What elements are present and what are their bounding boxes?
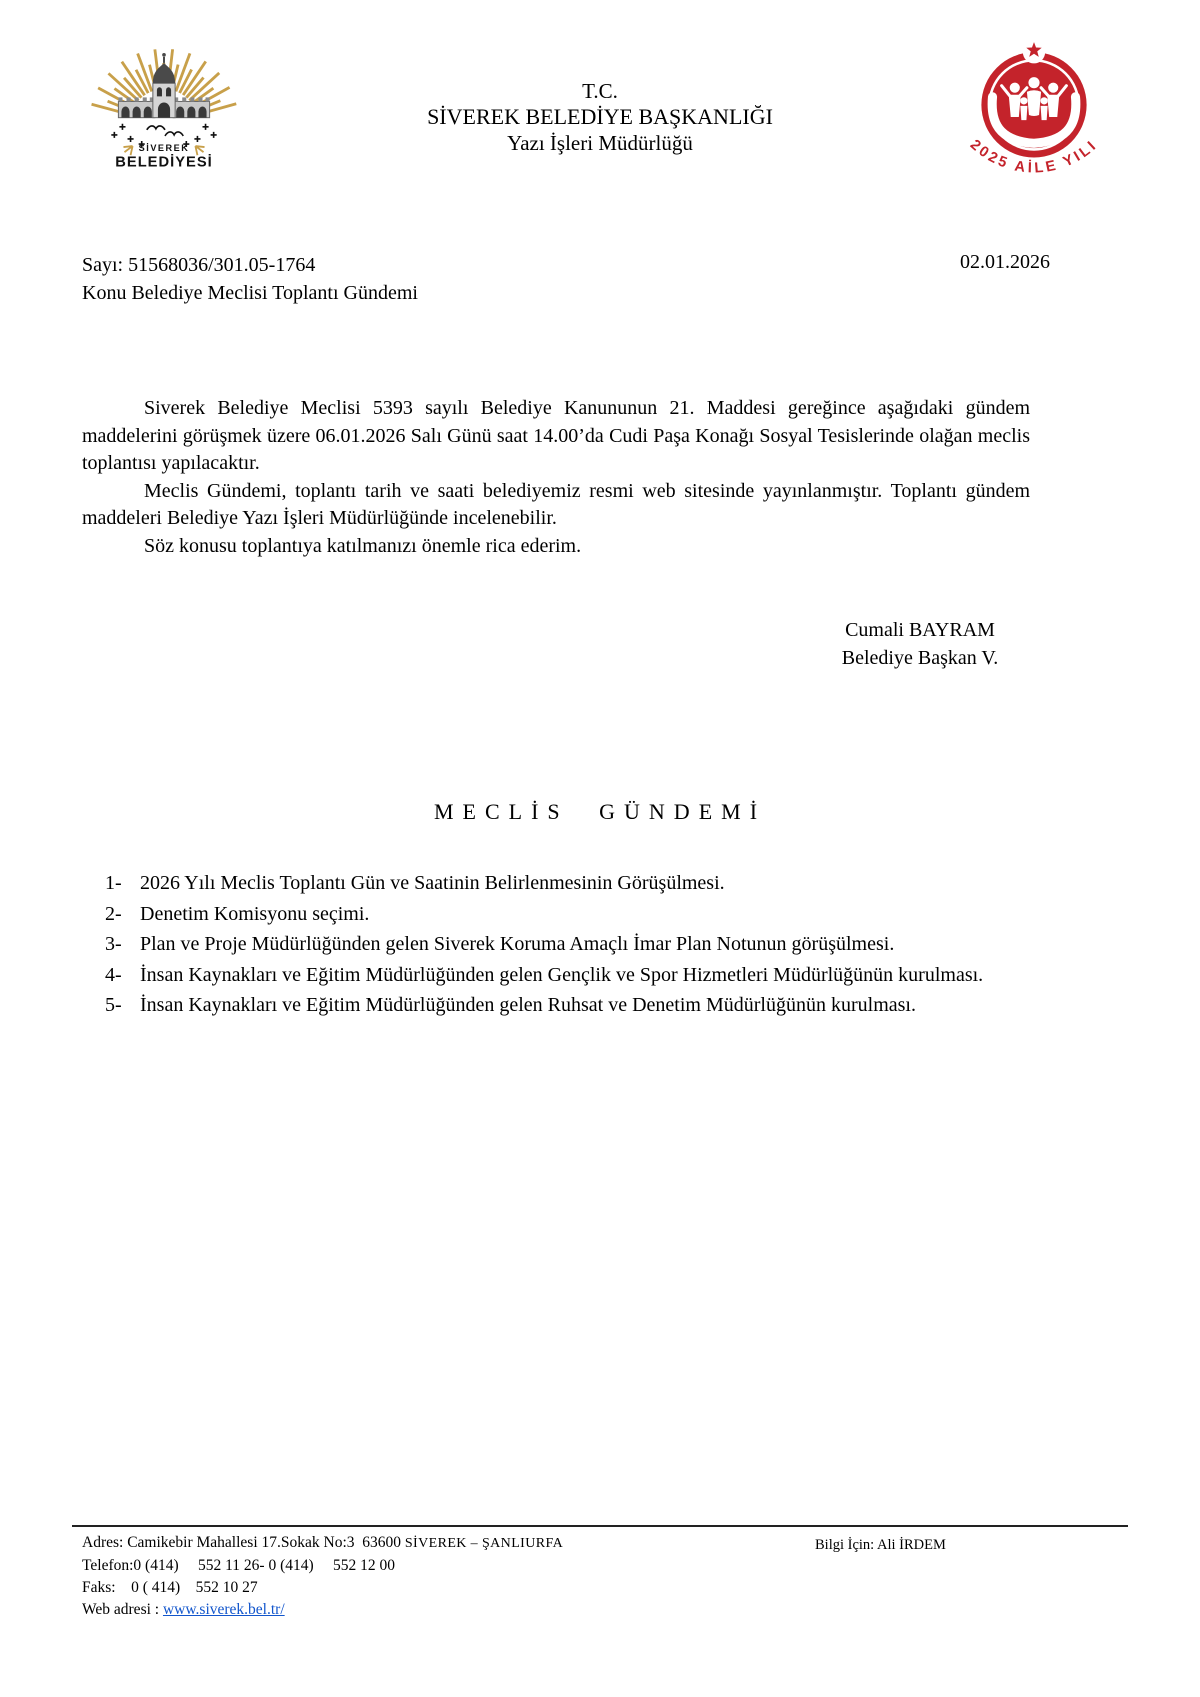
agenda-item-text: İnsan Kaynakları ve Eğitim Müdürlüğünden gelen Ruhsat ve Denetim Müdürlüğünün kurulması. bbox=[140, 994, 916, 1016]
footer-contact-person: Bilgi İçin: Ali İRDEM bbox=[815, 1537, 946, 1553]
agenda-item-text: İnsan Kaynakları ve Eğitim Müdürlüğünden gelen Gençlik ve Spor Hizmetleri Müdürlüğünün kurulması. bbox=[140, 963, 984, 986]
agenda-item bbox=[105, 929, 1010, 960]
agenda-item bbox=[105, 899, 1010, 930]
paragraph-2: Meclis Gündemi, toplantı tarih ve saati belediyemiz resmi web sitesinde yayınlanmıştır. Toplantı gündem maddeleri Belediye Yazı İşleri Müdürlüğünde incelenebilir. bbox=[82, 479, 1030, 529]
footer-web-line bbox=[82, 1599, 1128, 1621]
agenda-item-number: 2- bbox=[105, 902, 122, 925]
agenda-item-number: 1- bbox=[105, 872, 122, 894]
paragraph-3: Söz konusu toplantıya katılmanızı önemle rica ederim. bbox=[144, 534, 582, 557]
document-date: 02.01.2026 bbox=[960, 251, 1050, 273]
signature-block bbox=[755, 616, 1085, 672]
letterhead-department: Yazı İşleri Müdürlüğü bbox=[507, 131, 693, 155]
signature-title: Belediye Başkan V. bbox=[841, 647, 999, 669]
konu-line: Konu Belediye Meclisi Toplantı Gündemi bbox=[82, 282, 418, 304]
left-logo-line1: SİVEREK bbox=[138, 143, 190, 154]
paragraph-1: Siverek Belediye Meclisi 5393 sayılı Belediye Kanununun 21. Maddesi gereğince aşağıdaki gündem maddelerini görüşmek üzere 06.01.2026 Salı Günü saat 14.00’da Cudi Paşa Konağı Sosyal Tesislerinde olağan meclis toplantısı yapılacaktır. bbox=[82, 397, 1030, 474]
agenda-item-text: Plan ve Proje Müdürlüğünden gelen Siverek Koruma Amaçlı İmar Plan Notunun görüşülmesi. bbox=[140, 933, 895, 955]
family-figures-icon bbox=[1009, 77, 1060, 120]
letterhead-tc: T.C. bbox=[582, 79, 618, 103]
signature-name: Cumali BAYRAM bbox=[845, 619, 995, 641]
agenda-title: MECLİS GÜNDEMİ bbox=[433, 799, 767, 824]
footer-web-label: Web adresi : bbox=[82, 1601, 163, 1618]
footer-address: Adres: Camikebir Mahallesi 17.Sokak No:3 63600 SİVEREK – ŞANLIURFA bbox=[82, 1534, 564, 1551]
website-link[interactable]: www.siverek.bel.tr/ bbox=[162, 1601, 285, 1618]
agenda-item-number: 5- bbox=[105, 994, 122, 1016]
footer bbox=[82, 1532, 1128, 1621]
agenda-item bbox=[105, 868, 1010, 899]
agenda-item bbox=[105, 960, 1010, 991]
right-logo-caption: 2025 AİLE YILI bbox=[966, 136, 1102, 177]
footer-address-city: SİVEREK – ŞANLIURFA bbox=[404, 1536, 564, 1551]
sayi-line: Sayı: 51568036/301.05-1764 bbox=[82, 254, 316, 276]
footer-divider bbox=[72, 1525, 1128, 1527]
footer-fax: Faks: 0 ( 414) 552 10 27 bbox=[82, 1579, 258, 1596]
agenda-list bbox=[105, 868, 1010, 1021]
document-meta bbox=[82, 251, 418, 307]
letter-body bbox=[82, 395, 1030, 560]
left-logo-line2: BELEDİYESİ bbox=[115, 154, 213, 171]
letterhead-organization: SİVEREK BELEDİYE BAŞKANLIĞI bbox=[427, 104, 773, 129]
footer-telephone: Telefon:0 (414) 552 11 26- 0 (414) 552 12 00 bbox=[82, 1557, 396, 1574]
agenda-item-number: 3- bbox=[105, 933, 122, 955]
agenda-item-text: 2026 Yılı Meclis Toplantı Gün ve Saatinin Belirlenmesinin Görüşülmesi. bbox=[140, 872, 725, 894]
agenda-item bbox=[105, 990, 1010, 1021]
agenda-item-text: Denetim Komisyonu seçimi. bbox=[140, 902, 370, 925]
aile-yili-2025-logo bbox=[948, 34, 1120, 192]
agenda-item-number: 4- bbox=[105, 963, 122, 986]
